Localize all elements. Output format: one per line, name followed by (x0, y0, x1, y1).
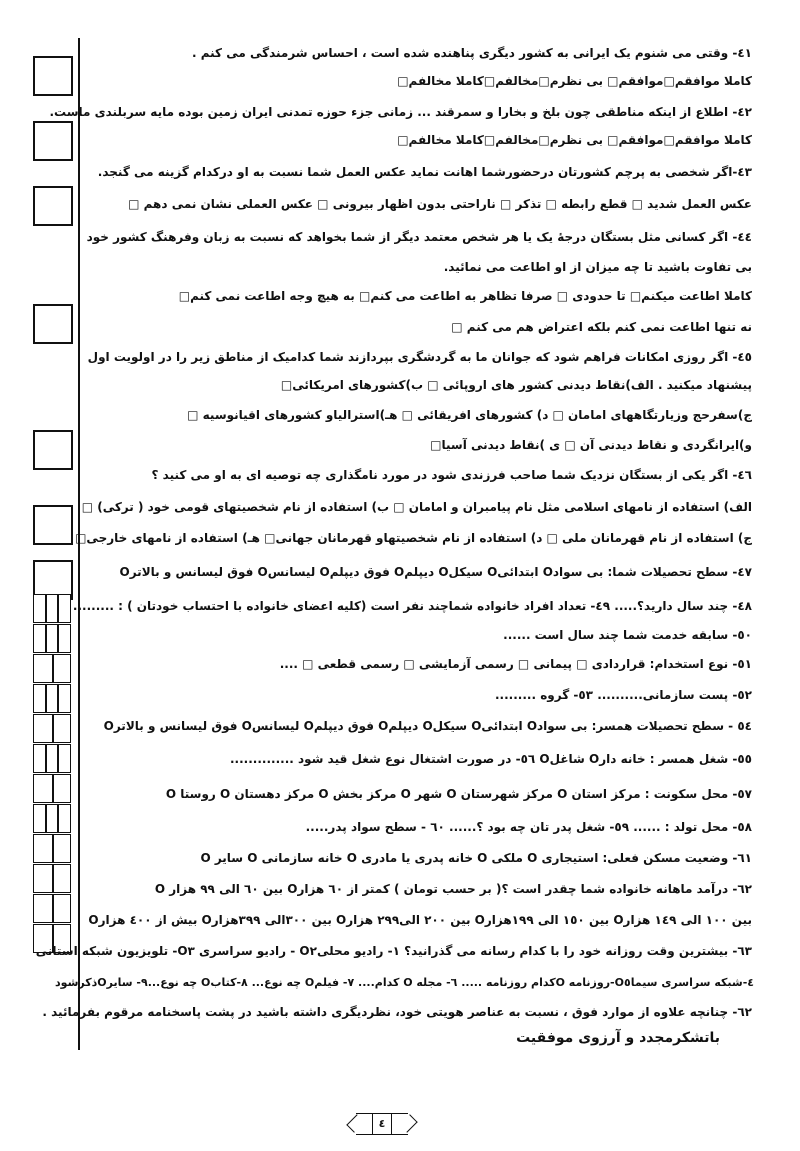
answer-box-42[interactable] (33, 121, 73, 161)
options-44[interactable]: کاملا اطاعت میکنم□ تا حدودی □ صرفا تظاهر به اطاعت می کنم□ به هیچ وجه اطاعت نمی کنم□ (178, 289, 752, 303)
code-box-55[interactable] (33, 744, 71, 773)
question-50[interactable]: ٥٠- سابقه خدمت شما چند سال است ...... (503, 628, 752, 642)
question-46: ٤٦- اگر یکی از بستگان نزدیک شما صاحب فرزندی شود در مورد نامگذاری چه توصیه ای به او می کنید ؟ (151, 468, 752, 482)
code-box-61[interactable] (33, 834, 71, 863)
question-44: ٤٤- اگر کسانی مثل بستگان درجهٔ یک یا هر شخص معتمد دیگر از شما بخواهد که نسبت به زبان وفرهنگ کشور خود (86, 230, 752, 244)
question-64: ٦٢- چنانچه علاوه از موارد فوق ، نسبت به عناصر هویتی خود، نظردیگری داشته باشید در پشت پاسخنامه مرقوم بفرمائید . (42, 1005, 752, 1019)
question-63[interactable]: ٦٣- بیشترین وقت روزانه خود را با کدام رسانه می گذرانید؟ ١- رادیو محلیO٢ - رادیو سراسری O٣- تلویزیون شبکه استانی (35, 944, 752, 958)
options-41[interactable]: کاملا موافقم□موافقم□ بی نظرم□مخالفم□کاملا مخالفم□ (397, 74, 752, 88)
question-51[interactable]: ٥١- نوع استخدام: قراردادی □ پیمانی □ رسمی آزمایشی □ رسمی قطعی □ .... (279, 657, 752, 671)
question-62-cont[interactable]: بین ١٠٠ الی ١٤٩ هزارO بین ١٥٠ الی ١٩٩هزارO بین ٢٠٠ الی٢٩٩ هزارO بین ٣٠٠الی ٣٩٩هزارO بیش از ٤٠٠ هزارO (88, 913, 752, 927)
options-45-c[interactable]: و)ایرانگردی و نقاط دیدنی آن □ ی )نقاط دیدنی آسیا□ (430, 438, 752, 452)
question-57[interactable]: ٥٧- محل سکونت : مرکز استان O مرکز شهرستان O شهر O مرکز بخش O مرکز دهستان O روستا O (165, 787, 752, 801)
question-43: ٤٣-اگر شخصی به پرچم کشورتان درحضورشما اهانت نماید عکس العمل شما نسبت به او درکدام گزینه می گنجد. (97, 165, 752, 179)
code-box-50[interactable] (33, 624, 71, 653)
question-44-cont: بی تفاوت باشید تا چه میزان از او اطاعت می نمائید. (443, 260, 752, 274)
options-42[interactable]: کاملا موافقم□موافقم□ بی نظرم□مخالفم□کاملا مخالفم□ (397, 133, 752, 147)
options-43[interactable]: عکس العمل شدید □ قطع رابطه □ تذکر □ ناراحتی بدون اظهار بیرونی □ عکس العملی نشان نمی دهم □ (128, 197, 752, 211)
options-45-a[interactable]: پیشنهاد میکنید . الف)نقاط دیدنی کشور های اروپائی □ ب)کشورهای امریکائی□ (280, 378, 752, 392)
options-46-a[interactable]: الف) استفاده از نامهای اسلامی مثل نام پیامبران و امامان □ ب) استفاده از نام شخصیتهای قومی خود ( ترکی) □ (81, 500, 752, 514)
options-44-cont[interactable]: نه تنها اطاعت نمی کنم بلکه اعتراض هم می کنم □ (451, 320, 752, 334)
code-box-63[interactable] (33, 894, 71, 923)
code-box-52[interactable] (33, 684, 71, 713)
answer-box-43[interactable] (33, 186, 73, 226)
question-63-cont[interactable]: ٤-شبکه سراسری سیماO٥-روزنامه Oکدام روزنامه ..... ٦- مجله O کدام.... ٧- فیلمO چه نوع... ٨-کتابO چه نوع...٩- سایرOذکرشود (55, 976, 754, 989)
options-46-b[interactable]: ج) استفاده از نام قهرمانان ملی □ د) استفاده از نام شخصیتهاو قهرمانان جهانی□ هـ) استفاده از نامهای خارجی□ (75, 531, 752, 545)
answer-box-45[interactable] (33, 430, 73, 470)
code-box-51[interactable] (33, 654, 71, 683)
question-45: ٤٥- اگر روزی امکانات فراهم شود که جوانان ما به گردشگری بپردازند شما کدامیک از مناطق زیر را در اولویت اول (87, 350, 752, 364)
question-55-56[interactable]: ٥٥- شغل همسر : خانه دارO شاغلO ٥٦- در صورت اشتغال نوع شغل قید شود .............. (230, 752, 752, 766)
question-48-49[interactable]: ٤٨- چند سال دارید؟..... ٤٩- تعداد افراد خانواده شماچند نفر است (کلیه اعضای خانواده با احتساب خودتان ) : ......... (72, 599, 752, 613)
question-62[interactable]: ٦٢- درآمد ماهانه خانواده شما چقدر است ؟( بر حسب تومان ) کمتر از ٦٠ هزارO بین ٦٠ الی ٩٩ هزار O (154, 882, 752, 896)
code-box-48[interactable] (33, 594, 71, 623)
question-54[interactable]: ٥٤ - سطح تحصیلات همسر: بی سوادO ابتدائیO سیکلO دیپلمO فوق دیپلمO لیسانسO فوق لیسانس و بالاترO (103, 719, 752, 733)
question-47[interactable]: ٤٧- سطح تحصیلات شما: بی سوادO ابتدائیO سیکلO دیپلمO فوق دیپلمO لیسانسO فوق لیسانس و بالاترO (119, 565, 752, 579)
code-box-54[interactable] (33, 714, 71, 743)
code-box-58[interactable] (33, 804, 71, 833)
answer-box-41[interactable] (33, 56, 73, 96)
code-box-62[interactable] (33, 864, 71, 893)
question-52-53[interactable]: ٥٢- پست سازمانی.......... ٥٣- گروه ......... (495, 688, 752, 702)
answer-box-46[interactable] (33, 505, 73, 545)
code-box-57[interactable] (33, 774, 71, 803)
question-61[interactable]: ٦١- وضعیت مسکن فعلی: استیجاری O ملکی O خانه پدری یا مادری O خانه سازمانی O سایر O (200, 851, 752, 865)
question-42: ٤٢- اطلاع از اینکه مناطقی چون بلخ و بخارا و سمرقند ... زمانی جزء حوزه تمدنی ایران زمین بوده مایه سربلندی ماست. (49, 105, 752, 119)
question-58-60[interactable]: ٥٨- محل تولد : ...... ٥٩- شغل پدر تان چه بود ؟...... ٦٠ - سطح سواد پدر..... (305, 820, 752, 834)
closing-thanks: باتشکرمجدد و آرزوی موفقیت (516, 1030, 720, 1046)
question-41: ٤١- وقتی می شنوم یک ایرانی به کشور دیگری پناهنده شده است ، احساس شرمندگی می کنم . (192, 46, 752, 60)
answer-box-44[interactable] (33, 304, 73, 344)
page-number: ٤ (356, 1113, 408, 1135)
options-45-b[interactable]: ج)سفرحج وزیارتگاههای امامان □ د) کشورهای افریقائی □ هـ)استرالیاو کشورهای اقیانوسیه □ (187, 408, 752, 422)
